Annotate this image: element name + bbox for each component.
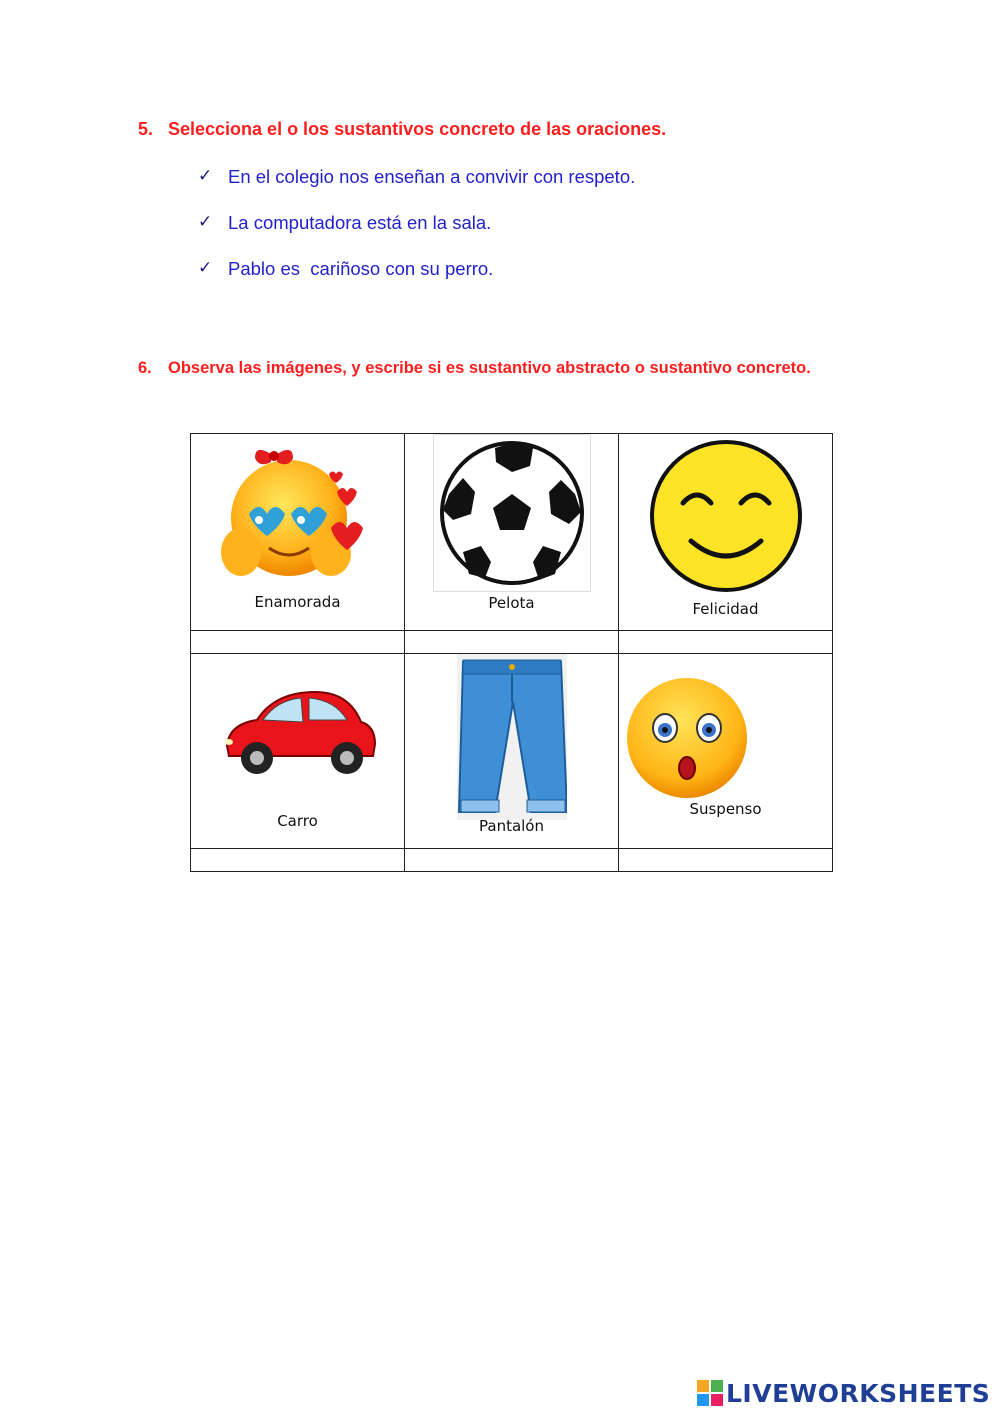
- sentence-item: [198, 166, 635, 212]
- sentence-item: [198, 212, 635, 258]
- question-5-title: [138, 119, 666, 140]
- liveworksheets-logo[interactable]: [697, 1376, 990, 1410]
- image-cell-pelota: [405, 434, 619, 631]
- in-love-emoji-icon: [219, 442, 377, 592]
- brand-name: LIVEWORKSHEETS: [726, 1378, 991, 1408]
- answer-cell-felicidad[interactable]: [619, 631, 833, 654]
- image-cell-pantalon: [405, 654, 619, 849]
- caption-carro: Carro: [277, 812, 318, 830]
- checkmark-icon: ✓: [198, 258, 213, 278]
- sentence-list: [198, 166, 635, 304]
- jeans-icon: [457, 654, 567, 820]
- image-cell-carro: [191, 654, 405, 849]
- answer-cell-suspenso[interactable]: [619, 849, 833, 872]
- question-6-title: [138, 359, 811, 378]
- sentence-text[interactable]: En el colegio nos enseñan a convivir con respeto.: [228, 166, 636, 187]
- image-cell-enamorada: [191, 434, 405, 631]
- image-cell-felicidad: [619, 434, 833, 631]
- sentence-item: [198, 258, 635, 304]
- answer-cell-pantalon[interactable]: [405, 849, 619, 872]
- sentence-text[interactable]: La computadora está en la sala.: [228, 212, 492, 233]
- question-6-prompt: Observa las imágenes, y escribe si es sustantivo abstracto o sustantivo concreto.: [168, 359, 811, 377]
- answer-cell-pelota[interactable]: [405, 631, 619, 654]
- image-grid-table: [190, 433, 833, 872]
- surprised-emoji-icon: [625, 676, 749, 800]
- question-6-number: 6.: [138, 359, 152, 377]
- answer-cell-enamorada[interactable]: [191, 631, 405, 654]
- red-car-icon: [219, 684, 381, 784]
- soccer-ball-icon: [433, 434, 591, 592]
- caption-enamorada: Enamorada: [254, 593, 341, 611]
- caption-suspenso: Suspenso: [689, 800, 762, 818]
- liveworksheets-logo-icon: [697, 1380, 723, 1406]
- question-5-prompt: Selecciona el o los sustantivos concreto de las oraciones.: [168, 119, 667, 139]
- caption-pantalon: Pantalón: [479, 817, 544, 835]
- question-5-number: 5.: [138, 119, 154, 139]
- checkmark-icon: ✓: [198, 212, 213, 232]
- sentence-text[interactable]: Pablo es cariñoso con su perro.: [228, 258, 494, 279]
- answer-cell-carro[interactable]: [191, 849, 405, 872]
- checkmark-icon: ✓: [198, 166, 213, 186]
- smiley-face-icon: [647, 437, 805, 595]
- caption-felicidad: Felicidad: [692, 600, 759, 618]
- caption-pelota: Pelota: [488, 594, 535, 612]
- image-cell-suspenso: [619, 654, 833, 849]
